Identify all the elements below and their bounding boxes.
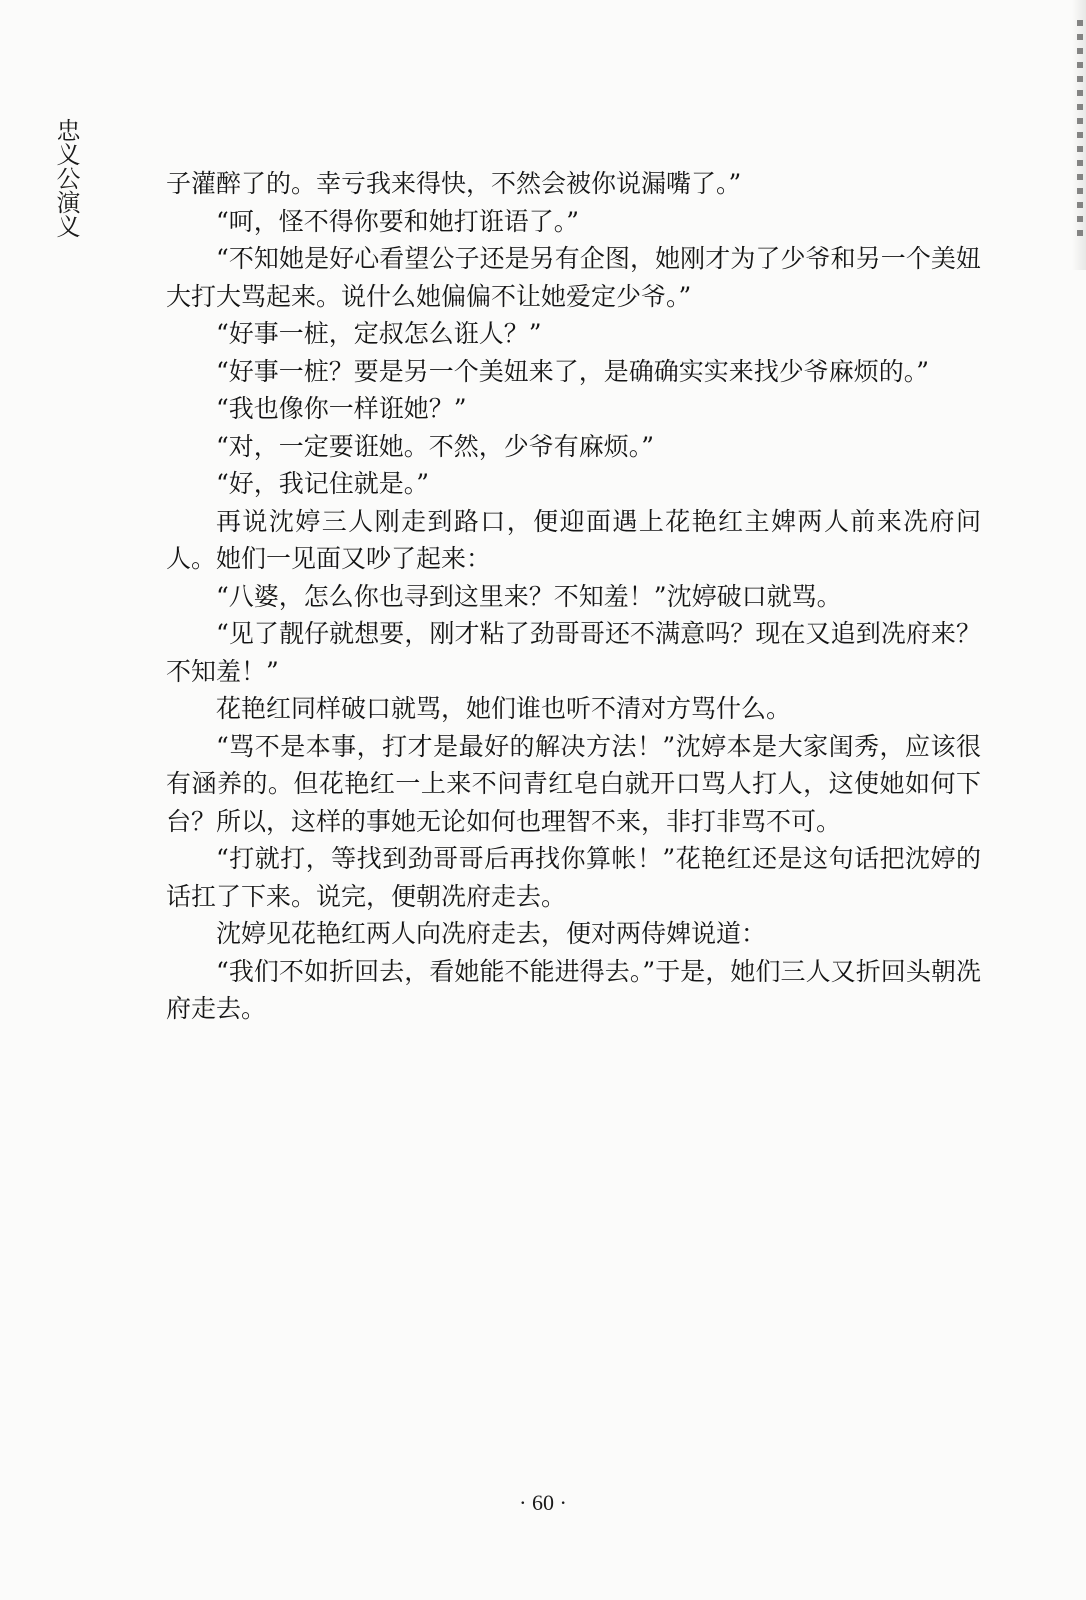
paragraph: “好事一桩？要是另一个美妞来了，是确确实实来找少爷麻烦的。” xyxy=(216,356,930,386)
paragraph: “打就打，等找到劲哥哥后再找你算帐！”花艳红还是这句话把沈婷的话扛了下来。说完，便朝冼府走去。 xyxy=(166,844,981,911)
paragraph: “见了靓仔就想要，刚才粘了劲哥哥还不满意吗？现在又追到冼府来？不知羞！” xyxy=(166,619,981,686)
paragraph: “呵，怪不得你要和她打诳语了。” xyxy=(216,206,580,236)
paragraph: “好事一桩，定叔怎么诳人？” xyxy=(216,319,542,348)
paragraph: 再说沈婷三人刚走到路口，便迎面遇上花艳红主婢两人前来冼府问人。她们一见面又吵了起来： xyxy=(166,506,981,573)
paragraph: “八婆，怎么你也寻到这里来？不知羞！”沈婷破口就骂。 xyxy=(216,581,842,611)
paragraph: “骂不是本事，打才是最好的解决方法！”沈婷本是大家闺秀，应该很有涵养的。但花艳红一上来不问青红皂白就开口骂人打人，这使她如何下台？所以，这样的事她无论如何也理智不来，非打非骂不可。 xyxy=(166,731,981,836)
paragraph: 沈婷见花艳红两人向冼府走去，便对两侍婢说道： xyxy=(216,919,767,948)
paragraph: 花艳红同样破口就骂，她们谁也听不清对方骂什么。 xyxy=(216,694,792,723)
paragraph: “我也像你一样诳她？” xyxy=(216,394,467,423)
body-text xyxy=(166,165,981,1028)
paragraph: “我们不如折回去，看她能不能进得去。”于是，她们三人又折回头朝冼府走去。 xyxy=(166,956,981,1023)
paragraph: “好，我记住就是。” xyxy=(216,469,430,498)
page-number: · 60 · xyxy=(519,1490,567,1515)
paragraph: “不知她是好心看望公子还是另有企图，她刚才为了少爷和另一个美妞大打大骂起来。说什么她偏偏不让她爱定少爷。” xyxy=(166,244,981,311)
paragraph: “对，一定要诳她。不然，少爷有麻烦。” xyxy=(216,431,655,461)
scan-edge-mark xyxy=(1072,0,1086,270)
paragraph: 子灌醉了的。幸亏我来得快，不然会被你说漏嘴了。” xyxy=(166,169,742,198)
running-title: 忠义公演义 xyxy=(52,118,80,238)
